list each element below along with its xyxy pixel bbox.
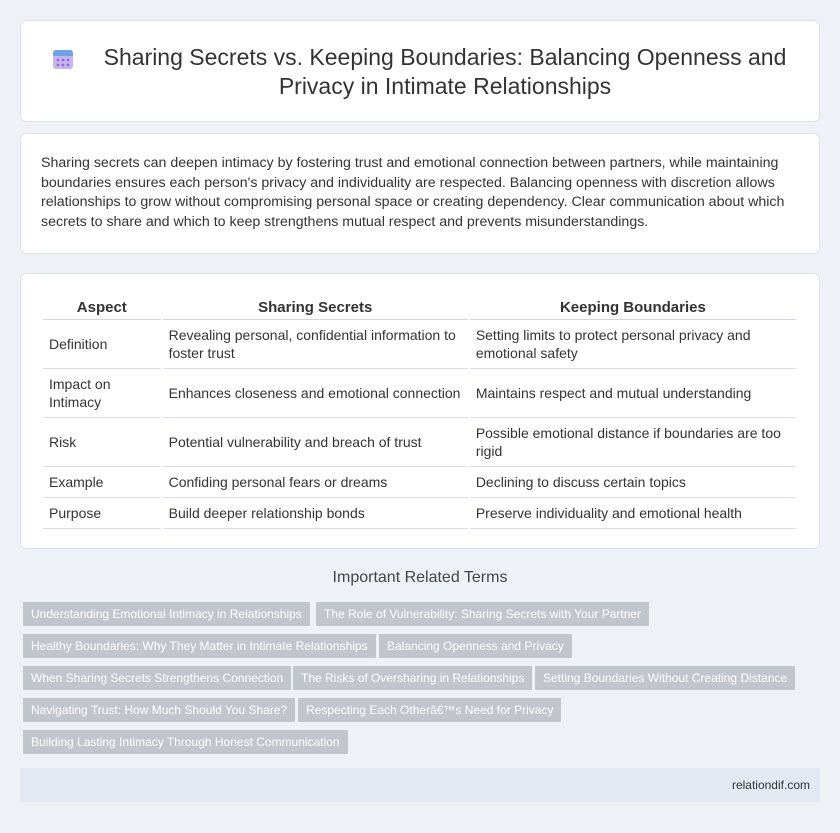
footer-site-link[interactable]: relationdif.com — [731, 778, 810, 792]
related-term-tag[interactable]: Navigating Trust: How Much Should You Share? — [23, 698, 295, 722]
table-row — [43, 418, 796, 467]
comparison-table — [41, 296, 798, 529]
intro-card — [20, 133, 820, 254]
table-cell-boundaries: Setting limits to protect personal privacy and emotional safety — [470, 320, 796, 369]
related-term-tag[interactable]: The Role of Vulnerability: Sharing Secrets with Your Partner — [316, 602, 649, 626]
table-cell-aspect: Definition — [43, 320, 161, 369]
table-cell-sharing: Enhances closeness and emotional connection — [163, 369, 468, 418]
related-term-tag[interactable]: Healthy Boundaries: Why They Matter in Intimate Relationships — [23, 634, 376, 658]
footer — [20, 768, 820, 802]
related-term-tag[interactable]: Respecting Each Otherâ€™s Need for Privacy — [298, 698, 561, 722]
table-cell-aspect: Example — [43, 467, 161, 498]
related-term-tag[interactable]: When Sharing Secrets Strengthens Connection — [23, 666, 291, 690]
table-cell-aspect: Risk — [43, 418, 161, 467]
related-terms-title: Important Related Terms — [332, 569, 508, 586]
table-cell-aspect: Impact on Intimacy — [43, 369, 161, 418]
table-header-sharing: Sharing Secrets — [163, 296, 468, 320]
table-row — [43, 498, 796, 529]
table-row — [43, 320, 796, 369]
table-header-aspect: Aspect — [43, 296, 161, 320]
calendar-icon — [51, 47, 75, 71]
table-cell-boundaries: Possible emotional distance if boundaries are too rigid — [470, 418, 796, 467]
table-cell-sharing: Potential vulnerability and breach of trust — [163, 418, 468, 467]
table-row — [43, 467, 796, 498]
table-header-boundaries: Keeping Boundaries — [470, 296, 796, 320]
related-term-tag[interactable]: Setting Boundaries Without Creating Distance — [535, 666, 795, 690]
header-card — [20, 20, 820, 122]
related-term-tag[interactable]: Understanding Emotional Intimacy in Relationships — [23, 602, 310, 626]
intro-text: Sharing secrets can deepen intimacy by fostering trust and emotional connection between partners, while maintaining boundaries ensures each person's privacy and individuality are respected. Balancing openness with discretion allows relationships to grow without compromising personal space or creating dependency. Clear communication about which secrets to share and which to keep strengthens mutual respect and prevents misunderstandings. — [41, 155, 785, 230]
comparison-card — [20, 273, 820, 549]
table-cell-sharing: Revealing personal, confidential information to foster trust — [163, 320, 468, 369]
table-cell-boundaries: Declining to discuss certain topics — [470, 467, 796, 498]
table-cell-sharing: Confiding personal fears or dreams — [163, 467, 468, 498]
related-term-tag[interactable]: Building Lasting Intimacy Through Honest Communication — [23, 730, 348, 754]
table-cell-boundaries: Maintains respect and mutual understanding — [470, 369, 796, 418]
related-term-tag[interactable]: The Risks of Oversharing in Relationships — [293, 666, 532, 690]
table-row — [43, 369, 796, 418]
table-cell-sharing: Build deeper relationship bonds — [163, 498, 468, 529]
related-term-tag[interactable]: Balancing Openness and Privacy — [379, 634, 572, 658]
page-title: Sharing Secrets vs. Keeping Boundaries: Balancing Openness and Privacy in Intimate Relationships — [103, 44, 787, 99]
table-cell-boundaries: Preserve individuality and emotional health — [470, 498, 796, 529]
table-cell-aspect: Purpose — [43, 498, 161, 529]
